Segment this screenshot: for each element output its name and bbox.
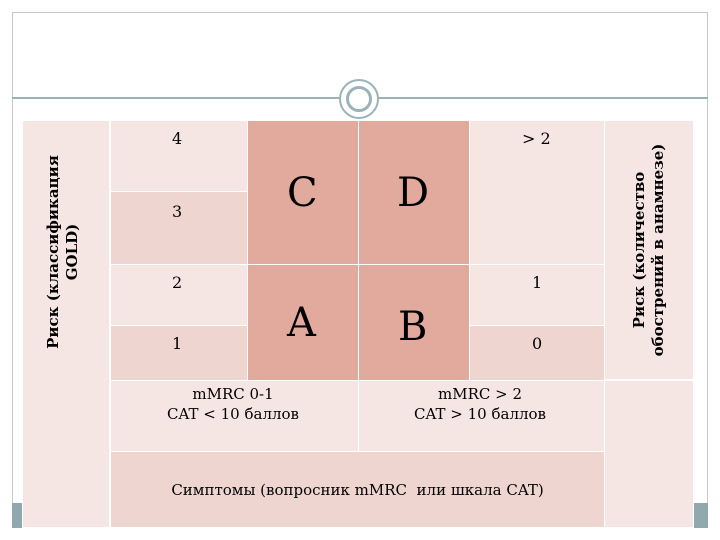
left-axis-label	[41, 117, 85, 387]
group-c-label: C	[287, 170, 318, 216]
circle-ornament-icon	[339, 79, 379, 119]
exacerbation-0-label: 0	[532, 334, 543, 353]
mmrc-right-line2: CAT > 10 баллов	[414, 405, 546, 424]
mmrc-right-line1: mMRC > 2	[437, 385, 522, 403]
group-a-label: A	[287, 300, 316, 346]
exacerbation-1-label: 1	[532, 273, 543, 292]
left-axis-label-line2: GOLD)	[63, 223, 81, 281]
mmrc-left-line1: mMRC 0-1	[192, 385, 274, 403]
gold-level-2: 2	[172, 273, 183, 292]
right-axis-label-line1: Риск (количество	[630, 171, 649, 329]
right-axis-label-line2: обострений в анамнезе)	[649, 143, 667, 357]
left-axis-label-line1: Риск (классификация	[44, 155, 63, 349]
gold-level-1: 1	[172, 334, 183, 353]
symptoms-label: Симптомы (вопросник mMRC или шкала CAT)	[171, 481, 544, 499]
exacerbation-high-label: > 2	[522, 129, 551, 148]
gold-level-3: 3	[172, 202, 183, 221]
mmrc-left-line2: CAT < 10 баллов	[167, 405, 299, 424]
right-axis-label	[624, 120, 674, 380]
gold-level-4: 4	[172, 129, 183, 148]
mmrc-right-label	[360, 384, 600, 425]
mmrc-right-extra-cell	[604, 380, 694, 528]
mmrc-left-label	[113, 384, 353, 425]
group-b-label: B	[398, 304, 428, 350]
group-d-label: D	[397, 170, 430, 216]
